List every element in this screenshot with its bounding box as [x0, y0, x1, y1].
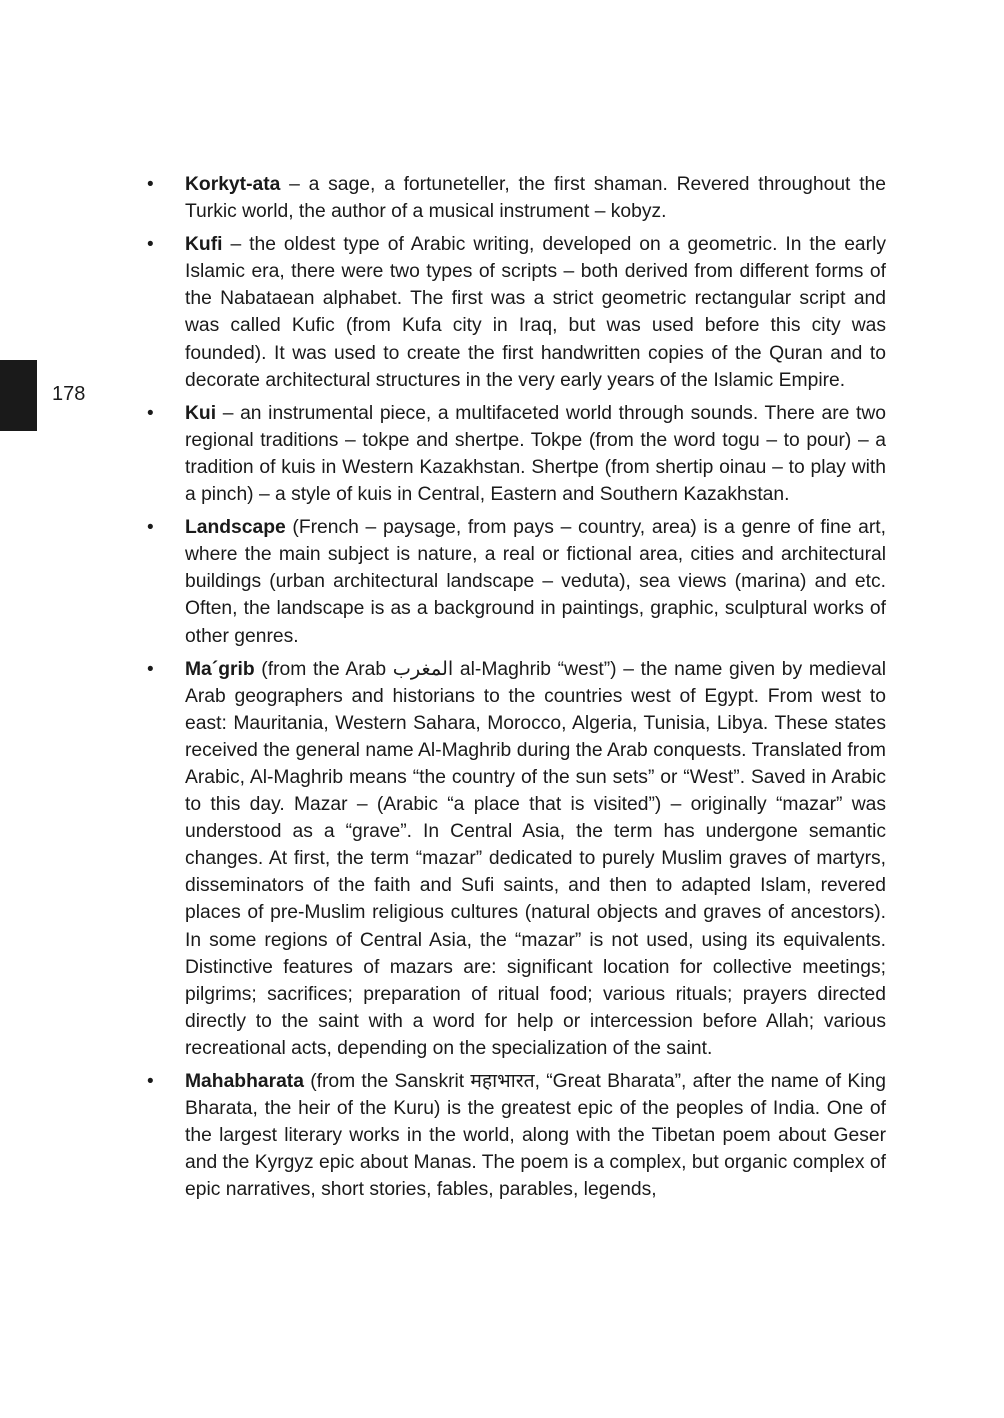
bullet-icon: • [147, 234, 154, 256]
bullet-icon: • [147, 658, 154, 680]
entry-definition: – an instrumental piece, a multifaceted world through sounds. There are two regional traditions – tokpe and shertpe. Tokpe (from the word togu – to pour) – a tradition of kuis in Western Kazakhstan. Shertpe (from shertip oinau – to play with a pinch) – a style of kuis in Central, Eastern and Southern Kazakhstan. [185, 402, 886, 506]
glossary-entry-mahabharata [147, 1068, 886, 1203]
entry-definition: – a sage, a fortuneteller, the first shaman. Revered throughout the Turkic world, the author of a musical instrument – kobyz. [185, 174, 886, 223]
glossary-entry-magrib [147, 656, 886, 1062]
entry-definition: (French – paysage, from pays – country, area) is a genre of fine art, where the main subject is nature, a real or fictional area, cities and architectural buildings (urban architectural landscape – veduta), sea views (marina) and etc. Often, the landscape is as a background in paintings, graphic, sculptural works of other genres. [185, 517, 886, 647]
entry-term: Korkyt-ata [185, 174, 281, 195]
entry-term: Ma´grib [185, 658, 255, 680]
page-number: 178 [52, 383, 86, 405]
entry-term: Landscape [185, 517, 286, 539]
bullet-icon: • [147, 402, 154, 424]
entry-term: Mahabharata [185, 1071, 304, 1092]
glossary-entry-landscape [147, 514, 886, 649]
page-edge-tab [0, 360, 37, 431]
bullet-icon: • [147, 517, 154, 539]
bullet-icon: • [147, 1071, 154, 1092]
glossary-entry-kufi [147, 231, 886, 394]
bullet-icon: • [147, 174, 154, 195]
entry-term: Kui [185, 402, 217, 424]
glossary-entry-kui [147, 400, 886, 508]
entry-definition: – the oldest type of Arabic writing, developed on a geometric. In the early Islamic era, there were two types of scripts – both derived from different forms of the Nabataean alphabet. The first was a strict geometric rectangular script and was called Kufic (from Kufa city in Iraq, but was used before this city was founded). It was used to create the first handwritten copies of the Quran and to decorate architectural structures in the very early years of the Islamic Empire. [185, 234, 886, 391]
glossary-entry-korkyt-ata [147, 171, 886, 225]
entry-term: Kufi [185, 234, 223, 256]
entry-definition: (from the Sanskrit महाभारत, “Great Bharata”, after the name of King Bharata, the heir of the Kuru) is the greatest epic of the peoples of India. One of the largest literary works in the world, along with the Tibetan poem about Geser and the Kyrgyz epic about Manas. The poem is a complex, but organic complex of epic narratives, short stories, fables, parables, legends, [185, 1071, 886, 1201]
glossary-list [147, 171, 886, 1209]
entry-definition: (from the Arab المغرب al-Maghrib “west”) – the name given by medieval Arab geographers and historians to the countries west of Egypt. From west to east: Mauritania, Western Sahara, Morocco, Algeria, Tunisia, Libya. These states received the general name Al-Maghrib during the Arab conquests. Translated from Arabic, Al-Maghrib means “the country of the sun sets” or “West”. Saved in Arabic to this day. Mazar – (Arabic “a place that is visited”) – originally “mazar” was understood as a “grave”. In Central Asia, the term has undergone semantic changes. At first, the term “mazar” dedicated to purely Muslim graves of martyrs, disseminators of the faith and Sufi saints, and then to adapted Islam, revered places of pre-Muslim religious cultures (natural objects and graves of ancestors). In some regions of Central Asia, the “mazar” is not used, using its equivalents. Distinctive features of mazars are: significant location for collective meetings; pilgrims; sacrifices; preparation of ritual food; various rituals; prayers directed directly to the saint with a word for help or intercession before Allah; various recreational acts, depending on the specialization of the saint. [185, 658, 886, 1059]
